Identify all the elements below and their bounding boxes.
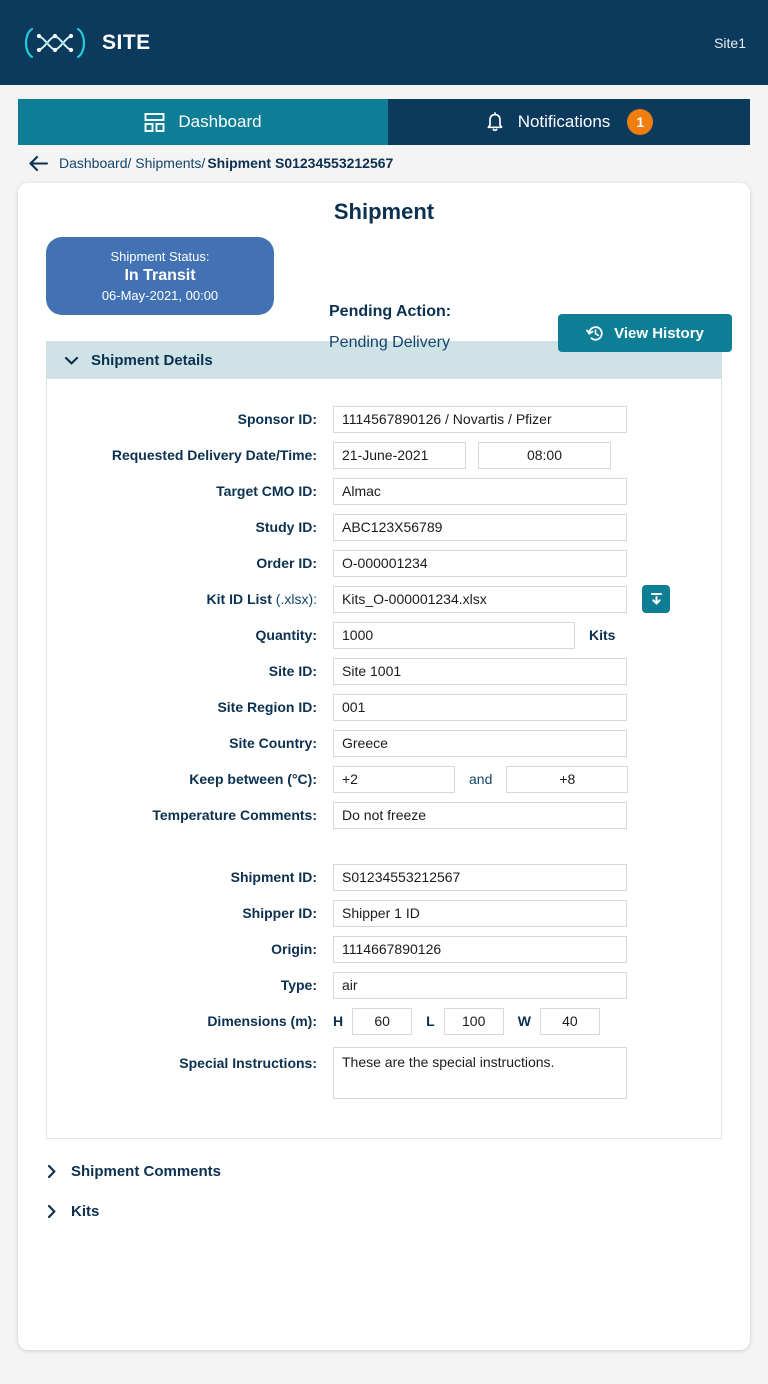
order-id-input[interactable] xyxy=(333,550,627,577)
shipper-id-label: Shipper ID: xyxy=(242,905,317,921)
shipment-card xyxy=(18,183,750,1350)
tab-dashboard-label: Dashboard xyxy=(178,112,262,131)
sponsor-id-label: Sponsor ID: xyxy=(237,411,317,427)
page-title: Shipment xyxy=(333,199,435,224)
field-row-study-id xyxy=(47,509,721,545)
chevron-down-icon xyxy=(64,355,79,366)
pending-action-value: Pending Delivery xyxy=(329,334,450,351)
field-row-site-region-id xyxy=(47,689,721,725)
site-country-label: Site Country: xyxy=(229,735,317,751)
dimension-width-input[interactable] xyxy=(540,1008,600,1035)
dimension-height-input[interactable] xyxy=(352,1008,412,1035)
dimension-height-label: H xyxy=(333,1013,344,1029)
top-header-bar xyxy=(0,0,768,85)
kit-id-list-label xyxy=(47,591,333,607)
shipment-id-label: Shipment ID: xyxy=(230,869,317,885)
kit-id-list-label-suffix: (.xlsx): xyxy=(275,591,317,607)
breadcrumb xyxy=(0,146,768,180)
keep-between-conjunction: and xyxy=(469,771,493,787)
origin-input[interactable] xyxy=(333,936,627,963)
shipper-id-input[interactable] xyxy=(333,900,627,927)
field-row-dimensions xyxy=(47,1003,721,1039)
kits-title: Kits xyxy=(71,1202,100,1220)
quantity-input[interactable] xyxy=(333,622,575,649)
download-kit-list-button[interactable] xyxy=(642,585,670,613)
field-row-target-cmo-id xyxy=(47,473,721,509)
status-summary-row xyxy=(18,231,750,351)
view-history-label: View History xyxy=(614,324,704,342)
history-clock-icon xyxy=(586,324,605,343)
requested-delivery-date-input[interactable] xyxy=(333,442,466,469)
notification-count-badge: 1 xyxy=(627,109,653,135)
keep-between-max-input[interactable] xyxy=(506,766,628,793)
special-instructions-label: Special Instructions: xyxy=(179,1055,317,1071)
tab-notifications-label: Notifications xyxy=(517,112,611,131)
status-badge xyxy=(46,237,274,315)
status-badge-label: Shipment Status: xyxy=(110,249,210,264)
origin-label: Origin: xyxy=(271,941,317,957)
field-row-quantity xyxy=(47,617,721,653)
requested-delivery-time-input[interactable] xyxy=(478,442,611,469)
site-region-id-label: Site Region ID: xyxy=(217,699,317,715)
field-row-keep-between xyxy=(47,761,721,797)
order-id-label: Order ID: xyxy=(256,555,317,571)
tab-dashboard[interactable] xyxy=(18,99,388,145)
site-id-input[interactable] xyxy=(333,658,627,685)
temperature-comments-label: Temperature Comments: xyxy=(152,807,317,823)
site-id-label: Site ID: xyxy=(268,663,317,679)
kit-id-list-label-main: Kit ID List xyxy=(206,591,272,607)
quantity-label: Quantity: xyxy=(255,627,317,643)
kits-section-header[interactable] xyxy=(18,1191,750,1231)
download-icon xyxy=(649,591,664,607)
dimension-width-label: W xyxy=(517,1013,531,1029)
study-id-input[interactable] xyxy=(333,514,627,541)
dimension-length-input[interactable] xyxy=(444,1008,504,1035)
target-cmo-id-label: Target CMO ID: xyxy=(216,483,317,499)
site-user-label[interactable]: Site1 xyxy=(714,34,746,51)
field-row-order-id xyxy=(47,545,721,581)
status-badge-date: 06-May-2021, 00:00 xyxy=(101,288,219,303)
field-row-site-id xyxy=(47,653,721,689)
site-region-id-input[interactable] xyxy=(333,694,627,721)
shipment-comments-section-header[interactable] xyxy=(18,1151,750,1191)
field-row-temperature-comments xyxy=(47,797,721,833)
requested-delivery-label: Requested Delivery Date/Time: xyxy=(111,447,317,463)
sponsor-id-input[interactable] xyxy=(333,406,627,433)
brand-name: SITE xyxy=(102,30,151,54)
field-row-requested-delivery xyxy=(47,437,721,473)
status-badge-value: In Transit xyxy=(124,267,196,284)
temperature-comments-input[interactable] xyxy=(333,802,627,829)
pending-action-block xyxy=(329,303,451,352)
target-cmo-id-input[interactable] xyxy=(333,478,627,505)
chevron-right-icon xyxy=(46,1164,57,1179)
chevron-right-icon xyxy=(46,1204,57,1219)
field-row-shipper-id xyxy=(47,895,721,931)
main-nav-tabs xyxy=(18,99,750,145)
keep-between-min-input[interactable] xyxy=(333,766,455,793)
field-row-sponsor-id xyxy=(47,401,721,437)
site-country-input[interactable] xyxy=(333,730,627,757)
field-row-origin xyxy=(47,931,721,967)
dashboard-grid-icon xyxy=(144,112,165,133)
tab-notifications[interactable] xyxy=(388,99,750,145)
field-row-site-country xyxy=(47,725,721,761)
breadcrumb-trail[interactable]: Dashboard/ Shipments/ xyxy=(59,155,206,171)
keep-between-label: Keep between (°C): xyxy=(189,771,317,787)
shipment-details-title: Shipment Details xyxy=(91,351,213,369)
field-row-shipment-id xyxy=(47,859,721,895)
brand-logo-area xyxy=(22,26,151,60)
bell-icon xyxy=(485,112,505,133)
field-group-divider xyxy=(47,833,721,859)
breadcrumb-current: Shipment S01234553212567 xyxy=(207,155,394,171)
type-label: Type: xyxy=(280,977,317,993)
field-row-special-instructions xyxy=(47,1047,721,1110)
shipment-id-input[interactable] xyxy=(333,864,627,891)
dimensions-label: Dimensions (m): xyxy=(207,1013,317,1029)
field-row-kit-id-list xyxy=(47,581,721,617)
quantity-unit-label: Kits xyxy=(589,627,616,643)
pending-action-label: Pending Action: xyxy=(329,303,452,320)
shipment-details-body xyxy=(46,379,722,1139)
kit-id-list-input[interactable] xyxy=(333,586,627,613)
arrow-left-icon[interactable] xyxy=(28,155,49,172)
shipment-comments-title: Shipment Comments xyxy=(71,1162,222,1180)
dna-molecule-icon xyxy=(22,26,88,60)
dimension-length-label: L xyxy=(426,1013,435,1029)
special-instructions-textarea[interactable] xyxy=(333,1047,627,1099)
view-history-button[interactable] xyxy=(558,314,732,352)
field-row-type xyxy=(47,967,721,1003)
study-id-label: Study ID: xyxy=(255,519,317,535)
type-input[interactable] xyxy=(333,972,627,999)
